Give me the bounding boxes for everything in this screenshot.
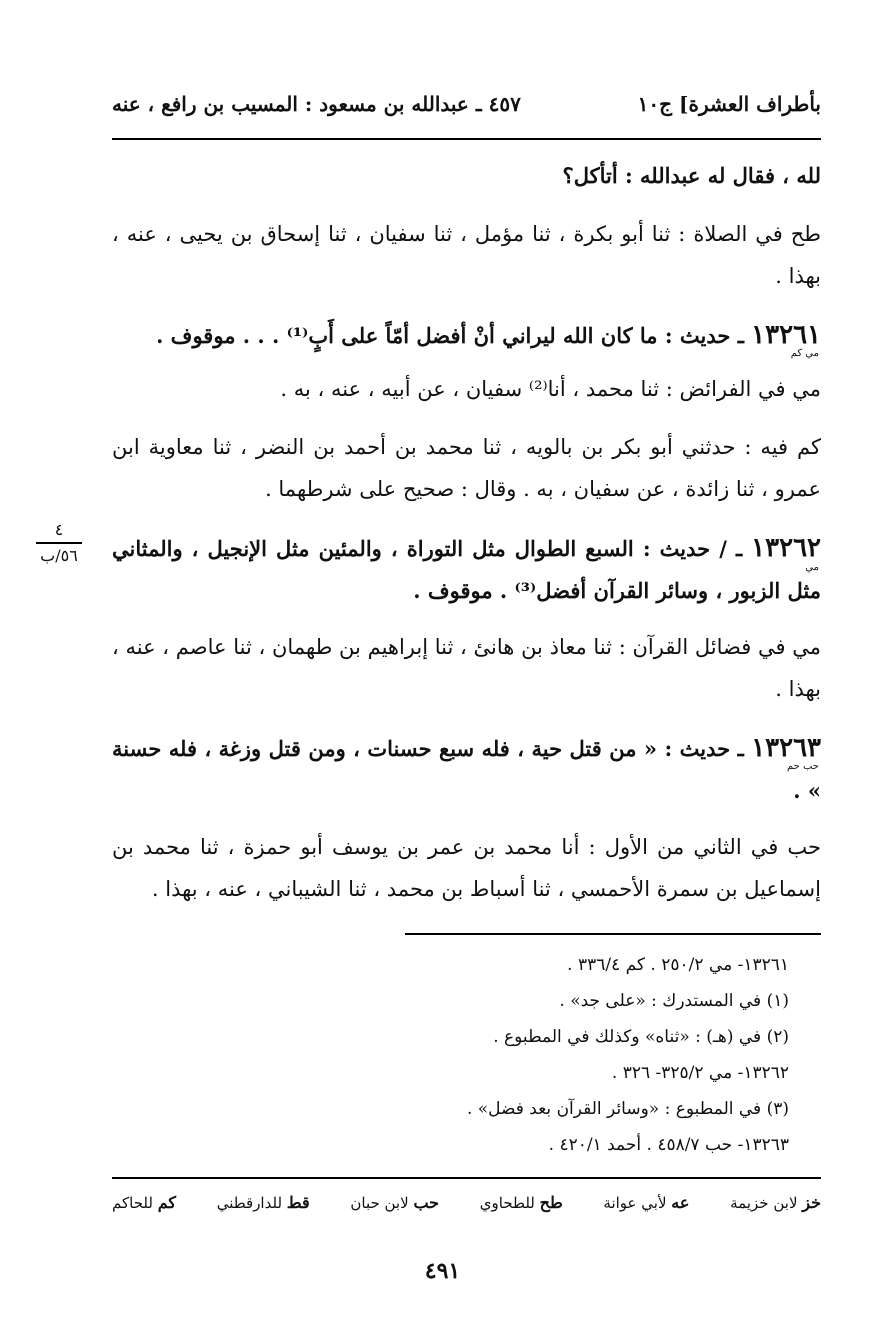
hadith-13262 (112, 527, 821, 612)
hadith-number: ١٣٢٦٢ (751, 533, 821, 563)
abbreviation-item: طح للطحاوي (479, 1193, 563, 1212)
source-refs: مي كم (790, 348, 819, 359)
hadith-number: ١٣٢٦٣ (751, 733, 822, 763)
footnote: (٢) في (هـ) : «ثناه» وكذلك في المطبوع . (493, 1027, 789, 1047)
isnad-paragraph: طح في الصلاة : ثنا أبو بكرة ، ثنا مؤمل ، ثنا سفيان ، ثنا إسحاق بن يحيى ، عنه ، بهذا . (112, 222, 821, 288)
continuation-line: لله ، فقال له عبدالله : أتأكل؟ (562, 163, 821, 188)
page-number: ٤٩١ (424, 1258, 461, 1284)
footnote: ١٣٢٦١- مي ٢٥٠/٢ . كم ٣٣٦/٤ . (567, 955, 789, 975)
abbreviation-item: قط للدارقطني (216, 1193, 310, 1212)
isnad-paragraph: مي في الفرائض : ثنا محمد ، أنا⁽²⁾ سفيان ، عن أبيه ، عنه ، به . (280, 377, 821, 401)
abbreviation-item: عه لأبي عوانة (603, 1193, 690, 1212)
folio-divider (36, 542, 82, 544)
hadith-13261 (112, 314, 821, 357)
footnote: ١٣٢٦٢- مي ٣٢٥/٢- ٣٢٦ . (611, 1063, 789, 1083)
source-refs: مي (805, 562, 819, 573)
abbreviations-rule (112, 1177, 821, 1179)
isnad-paragraph: مي في فضائل القرآن : ثنا معاذ بن هانئ ، ثنا إبراهيم بن طهمان ، ثنا عاصم ، عنه ، بهذا . (112, 635, 821, 701)
abbreviations-key (112, 1193, 821, 1212)
running-header-volume: بأطراف العشرة] ج١٠ (637, 92, 821, 116)
folio-number: ٤ (54, 520, 64, 539)
running-header-chapter: ٤٥٧ ـ عبدالله بن مسعود : المسيب بن رافع ، عنه (112, 92, 521, 116)
isnad-paragraph: حب في الثاني من الأول : أنا محمد بن عمر بن يوسف أبو حمزة ، ثنا محمد بن إسماعيل بن سمرة الأحمسي ، ثنا أسباط بن محمد ، ثنا الشيباني ، عنه ، بهذا . (112, 835, 821, 901)
footnote: (٣) في المطبوع : «وسائر القرآن بعد فضل» . (466, 1099, 789, 1119)
abbreviation-item: كم للحاكم (112, 1193, 176, 1212)
footnote-rule (405, 933, 821, 935)
source-refs: حب حم (786, 761, 819, 772)
footnote: (١) في المستدرك : «على جد» . (559, 991, 789, 1011)
hadith-text: ـ حديث : « من قتل حية ، فله سبع حسنات ، ومن قتل وزغة ، فله حسنة » . (112, 736, 821, 803)
isnad-paragraph: كم فيه : حدثني أبو بكر بن بالويه ، ثنا محمد بن أحمد بن النضر ، ثنا معاوية ابن عمرو ، ثنا زائدة ، عن سفيان ، به . وقال : صحيح على شرطهما . (112, 435, 821, 501)
abbreviation-item: خز لابن خزيمة (730, 1193, 821, 1212)
hadith-13263 (112, 727, 821, 812)
folio-leaf: ٥٦/ب (40, 545, 78, 565)
hadith-number: ١٣٢٦١ (751, 320, 821, 350)
manuscript-folio-marker (30, 520, 88, 566)
header-rule (112, 138, 821, 140)
abbreviation-item: حب لابن حبان (350, 1193, 440, 1212)
hadith-text: ـ / حديث : السبع الطوال مثل التوراة ، والمئين مثل الإنجيل ، والمثاني مثل الزبور ، وسائر القرآن أفضل⁽³⁾ . موقوف . (112, 536, 821, 603)
hadith-text: ـ حديث : ما كان الله ليراني أنْ أفضل أمّاً على أَبٍ⁽¹⁾ . . . موقوف . (156, 323, 744, 348)
footnote: ١٣٢٦٣- حب ٤٥٨/٧ . أحمد ٤٢٠/١ . (548, 1135, 789, 1155)
